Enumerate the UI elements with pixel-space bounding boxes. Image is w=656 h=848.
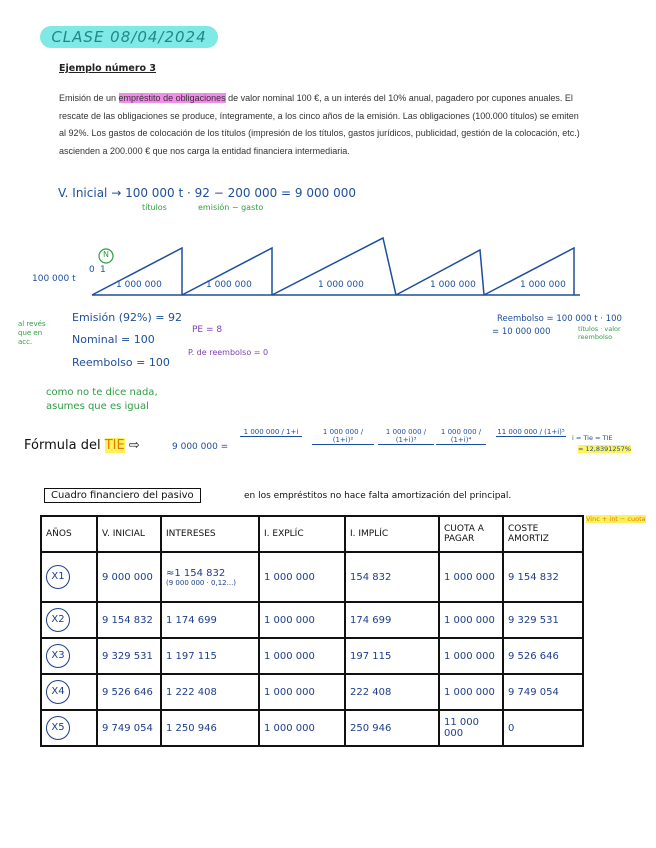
header-coste: COSTE AMORTIZ [503, 516, 583, 552]
cell-cuota: 1 000 000 [439, 602, 503, 638]
cell-implic: 222 408 [345, 674, 439, 710]
cell-v-inicial: 9 526 646 [97, 674, 161, 710]
table-header-row [41, 516, 583, 552]
formula-tie: TIE [104, 438, 125, 453]
table-row [41, 602, 583, 638]
formula-term-1: 1 000 000 / 1+i [240, 428, 302, 437]
v-inicial-note-titulos: títulos [142, 203, 167, 212]
coupon-4: 1 000 000 [430, 280, 476, 290]
statement-highlight: empréstito de obligaciones [118, 93, 226, 103]
reembolso-total: Reembolso = 100 000 t · 100 [497, 314, 622, 324]
cell-cuota: 1 000 000 [439, 552, 503, 602]
periods-note: P. de reembolso = 0 [188, 348, 269, 357]
green-note-2: asumes que es igual [46, 401, 149, 412]
cell-implic: 250 946 [345, 710, 439, 746]
header-intereses: INTERESES [161, 516, 259, 552]
cell-cuota: 1 000 000 [439, 638, 503, 674]
formula-result-1: i = Tie = TIE [572, 434, 613, 442]
header-i-explic: I. EXPLÍC [259, 516, 345, 552]
cell-coste: 9 526 646 [503, 638, 583, 674]
cell-explic: 1 000 000 [259, 638, 345, 674]
table-title: Cuadro financiero del pasivo [44, 488, 201, 503]
green-note-1: como no te dice nada, [46, 387, 158, 398]
header-i-implic: I. IMPLÍC [345, 516, 439, 552]
timeline-start-label: 100 000 t [32, 274, 76, 284]
cell-v-inicial: 9 329 531 [97, 638, 161, 674]
pe-note: PE = 8 [192, 325, 223, 335]
formula-result-2: = 12,8391257% [578, 445, 631, 453]
cell-intereses [161, 552, 259, 602]
cell-explic: 1 000 000 [259, 674, 345, 710]
cell-coste: 9 749 054 [503, 674, 583, 710]
table-note: en los empréstitos no hace falta amortización del principal. [244, 491, 512, 501]
cell-intereses: 1 250 946 [161, 710, 259, 746]
emision-note: Emisión (92%) = 92 [72, 311, 182, 324]
cell-coste: 0 [503, 710, 583, 746]
cell-intereses: 1 222 408 [161, 674, 259, 710]
formula-term-2: 1 000 000 / (1+i)² [312, 428, 374, 445]
cell-v-inicial: 9 154 832 [97, 602, 161, 638]
coupon-3: 1 000 000 [318, 280, 364, 290]
formula-term-5: 11 000 000 / (1+i)⁵ [497, 428, 565, 436]
date-title-badge: CLASE 08/04/2024 [40, 26, 218, 48]
cashflow-timeline [0, 220, 656, 310]
timeline-n-label: N [103, 250, 109, 259]
table-row [41, 638, 583, 674]
timeline-one-label: 1 [100, 265, 106, 275]
coupon-1: 1 000 000 [116, 280, 162, 290]
formula-lhs: 9 000 000 = [172, 442, 229, 452]
formula-label [24, 438, 140, 453]
timeline-zero-label: 0 [89, 265, 95, 275]
cell-coste: 9 154 832 [503, 552, 583, 602]
cell-implic: 154 832 [345, 552, 439, 602]
coupon-2: 1 000 000 [206, 280, 252, 290]
statement-before: Emisión de un [59, 93, 119, 103]
reembolso-total-value: = 10 000 000 [492, 327, 551, 337]
cell-intereses: 1 197 115 [161, 638, 259, 674]
financial-table [40, 515, 584, 747]
year-circle-x3: X3 [46, 644, 70, 668]
formula-term-4: 1 000 000 / (1+i)⁴ [436, 428, 486, 445]
header-cuota: CUOTA A PAGAR [439, 516, 503, 552]
coupon-5: 1 000 000 [520, 280, 566, 290]
year-circle-x1: X1 [46, 565, 70, 589]
cell-implic: 197 115 [345, 638, 439, 674]
cell-explic: 1 000 000 [259, 552, 345, 602]
cell-v-inicial: 9 749 054 [97, 710, 161, 746]
cell-intereses-value: ≈1 154 832 [166, 567, 226, 579]
cell-coste: 9 329 531 [503, 602, 583, 638]
cell-explic: 1 000 000 [259, 710, 345, 746]
v-inicial-note-emision: emisión − gasto [198, 203, 264, 212]
year-circle-x5: X5 [46, 716, 70, 740]
problem-statement [59, 90, 587, 160]
header-v-inicial: V. INICIAL [97, 516, 161, 552]
nominal-note: Nominal = 100 [72, 333, 155, 346]
cell-intereses: 1 174 699 [161, 602, 259, 638]
formula-arrow: ⇨ [128, 438, 140, 453]
statement-after: de valor nominal 100 €, a un interés del 10% anual, pagadero por cupones anuales. El rescate de las obligaciones se produce, íntegramente, a los cinco años de la emisión. Las obligaciones (100.000 títulos) se emiten al 92%. Los gastos de colocación de los títulos (impresión de los títulos, gastos jurídicos, publicidad, gestión de la colocación, etc.) ascienden a 200.000 € que nos carga la entidad financiera intermediaria. [59, 93, 580, 156]
example-heading: Ejemplo número 3 [59, 63, 156, 74]
table-row [41, 710, 583, 746]
year-circle-x4: X4 [46, 680, 70, 704]
cell-cuota: 11 000 000 [439, 710, 503, 746]
reembolso-note-left: Reembolso = 100 [72, 356, 170, 369]
cell-implic: 174 699 [345, 602, 439, 638]
table-row [41, 674, 583, 710]
formula-label-text: Fórmula del [24, 438, 101, 453]
v-inicial-formula: V. Inicial → 100 000 t · 92 − 200 000 = 9 000 000 [58, 186, 356, 200]
side-note: al revés que en acc. [18, 320, 46, 346]
formula-term-3: 1 000 000 / (1+i)³ [378, 428, 434, 445]
cell-cuota: 1 000 000 [439, 674, 503, 710]
header-anos: AÑOS [41, 516, 97, 552]
year-circle-x2: X2 [46, 608, 70, 632]
cost-note: Vinc + int − cuota [586, 515, 646, 523]
cell-v-inicial: 9 000 000 [97, 552, 161, 602]
reembolso-note: títulos · valor reembolso [578, 325, 621, 341]
table-row [41, 552, 583, 602]
cell-intereses-note: (9 000 000 · 0,12...) [166, 578, 237, 587]
cell-explic: 1 000 000 [259, 602, 345, 638]
